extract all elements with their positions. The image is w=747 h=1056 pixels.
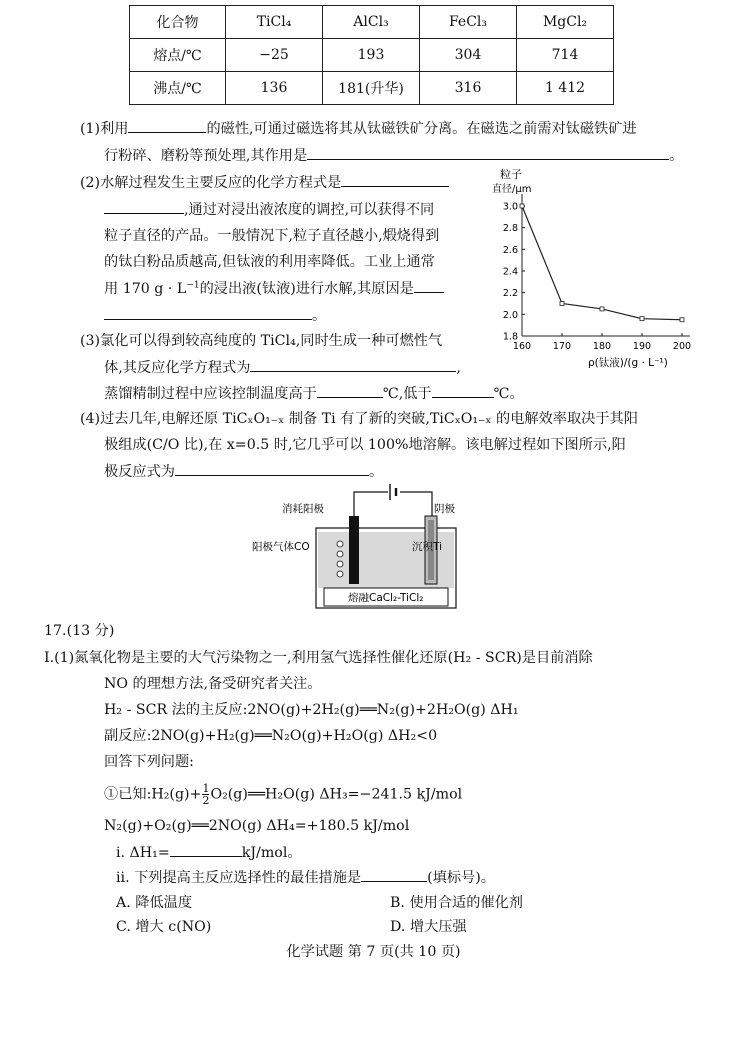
chart-points: [520, 204, 684, 322]
chart-point: [560, 302, 564, 306]
q2-line2: ,通过对浸出液浓度的调控,可以获得不同: [104, 199, 434, 220]
chart-point: [640, 317, 644, 321]
q3-line1: (3)氯化可以得到较高纯度的 TiCl₄,同时生成一种可燃性气: [80, 333, 443, 349]
table-cell: 136: [226, 72, 323, 105]
q2-line1: (2)水解过程发生主要反应的化学方程式是: [80, 172, 449, 193]
table-row: [130, 39, 614, 72]
chart-y-tick-label: 2.0: [502, 309, 518, 321]
chart-y-tick-label: 2.2: [502, 288, 518, 300]
answer-blank[interactable]: [175, 461, 369, 476]
answer-blank[interactable]: [104, 305, 312, 320]
q1-line1: (1)利用 的磁性,可通过磁选将其从钛磁铁矿分离。在磁选之前需对钛磁铁矿进: [80, 118, 637, 139]
chart-ylabel-1: 粒子: [500, 168, 522, 181]
option-a[interactable]: A. 降低温度: [116, 895, 193, 911]
q17-main-reaction: H₂ - SCR 法的主反应:2NO(g)+2H₂(g)══N₂(g)+2H₂O(g) ΔH₁: [104, 702, 519, 718]
option-d[interactable]: D. 增大压强: [390, 919, 467, 935]
q4-line1: (4)过去几年,电解还原 TiCₓO₁₋ₓ 制备 Ti 有了新的突破,TiCₓO₁₋ₓ 的电解效率取决于其阳: [80, 411, 638, 427]
q4-line2: 极组成(C/O 比),在 x=0.5 时,它几乎可以 100%地溶解。该电解过程如下图所示,阳: [104, 437, 626, 453]
answer-blank[interactable]: [317, 383, 383, 398]
table-cell: AlCl₃: [323, 6, 420, 39]
q2-line3: 粒子直径的产品。一般情况下,粒子直径越小,煅烧得到: [104, 228, 440, 244]
q1-line2: 行粉碎、磨粉等预处理,其作用是 。: [104, 145, 683, 166]
chart-x-tick-label: 200: [672, 341, 692, 352]
particle-diameter-chart: [492, 166, 704, 370]
table-cell: −25: [226, 39, 323, 72]
table-cell: 193: [323, 39, 420, 72]
co-bubble: [337, 561, 343, 567]
table-cell: 沸点/℃: [130, 72, 226, 105]
q17-p1-line2: NO 的理想方法,备受研究者关注。: [104, 676, 322, 692]
answer-blank[interactable]: [170, 842, 242, 857]
circuit-wire: [354, 492, 388, 532]
q17-sub-i: ⅰ. ΔH₁= kJ/mol。: [116, 842, 302, 863]
q2-line4: 的钛白粉品质越高,但钛液的利用率降低。工业上通常: [104, 254, 435, 270]
q17-side-reaction: 副反应:2NO(g)+H₂(g)══N₂O(g)+H₂O(g) ΔH₂<0: [104, 728, 438, 744]
chart-ylabel-2: 直径/μm: [492, 184, 532, 195]
q2-line5: 用 170 $g \cdot L^{-1}$的浸出液(钛液)进行水解,其原因是: [104, 278, 444, 299]
q4-line3: 极反应式为 。: [104, 461, 383, 482]
cathode-label: 阴极: [434, 503, 455, 515]
option-c[interactable]: C. 增大 c(NO): [116, 919, 212, 935]
chart-y-tick-label: 2.6: [502, 244, 518, 256]
table-cell: 304: [420, 39, 517, 72]
answer-blank[interactable]: [432, 383, 494, 398]
table-cell: 1 412: [517, 72, 614, 105]
table-cell: 化合物: [130, 6, 226, 39]
chart-series-line: [522, 206, 682, 320]
q17-p1-line1: Ⅰ.(1)氮氧化物是主要的大气污染物之一,利用氢气选择性催化还原(H₂ - SCR)是目前消除: [44, 650, 593, 666]
table-cell: MgCl₂: [517, 6, 614, 39]
q3-line3: 蒸馏精制过程中应该控制温度高于 ℃,低于 ℃。: [104, 383, 524, 404]
table-cell: 714: [517, 39, 614, 72]
ti-label: 沉积Ti: [412, 541, 443, 553]
chart-xlabel: ρ(钛液)/(g · L⁻¹): [588, 357, 668, 369]
answer-blank[interactable]: [104, 199, 184, 214]
chart-x-tick-label: 180: [592, 341, 612, 352]
electrolysis-diagram: [252, 480, 468, 614]
chart-y-tick-label: 1.8: [502, 331, 518, 343]
co-bubble: [337, 551, 343, 557]
anode: [349, 516, 359, 584]
q17-given-1: ①已知:H₂(g)+ $\frac{1}{2}$ O₂(g)══H₂O(g) ΔH₃=−241.5 kJ/mol: [104, 782, 463, 807]
chart-point: [680, 318, 684, 322]
answer-blank[interactable]: [414, 278, 444, 293]
option-b[interactable]: B. 使用合适的催化剂: [390, 895, 523, 911]
chart-y-tick-label: 2.8: [502, 223, 518, 235]
chart-point: [600, 307, 604, 311]
table-cell: TiCl₄: [226, 6, 323, 39]
q17-given-2: N₂(g)+O₂(g)══2NO(g) ΔH₄=+180.5 kJ/mol: [104, 818, 410, 834]
chart-x-tick-label: 160: [512, 341, 532, 352]
properties-table: [129, 5, 614, 105]
q17-answer-prompt: 回答下列问题:: [104, 754, 194, 770]
q2-line6: 。: [104, 305, 326, 326]
table-cell: 熔点/℃: [130, 39, 226, 72]
q17-title: 17.(13 分): [44, 623, 115, 639]
answer-blank[interactable]: [128, 118, 206, 133]
table-header-row: [130, 6, 614, 39]
answer-blank[interactable]: [307, 145, 669, 160]
q3-line2: 体,其反应化学方程式为 ,: [104, 357, 461, 378]
chart-y-tick-label: 3.0: [502, 201, 518, 213]
co-bubble: [337, 541, 343, 547]
anode-label: 消耗阳极: [282, 503, 324, 515]
table-cell: 316: [420, 72, 517, 105]
page-footer: 化学试题 第 7 页(共 10 页): [286, 944, 461, 960]
chart-y-tick-label: 2.4: [502, 266, 518, 278]
table-row: [130, 72, 614, 105]
chart-point: [520, 204, 524, 208]
chart-x-tick-label: 190: [632, 341, 652, 352]
co-bubble: [337, 571, 343, 577]
gas-label: 阳极气体CO: [252, 541, 310, 553]
answer-blank[interactable]: [361, 867, 427, 882]
answer-blank[interactable]: [250, 357, 456, 372]
table-cell: FeCl₃: [420, 6, 517, 39]
table-cell: 181(升华): [323, 72, 420, 105]
chart-x-tick-label: 170: [552, 341, 572, 352]
melt-label: 熔融CaCl₂-TiCl₂: [348, 592, 424, 604]
q17-sub-ii: ⅱ. 下列提高主反应选择性的最佳措施是 (填标号)。: [116, 867, 495, 888]
fraction: $\frac{1}{2}$: [202, 782, 210, 807]
answer-blank[interactable]: [341, 172, 449, 187]
